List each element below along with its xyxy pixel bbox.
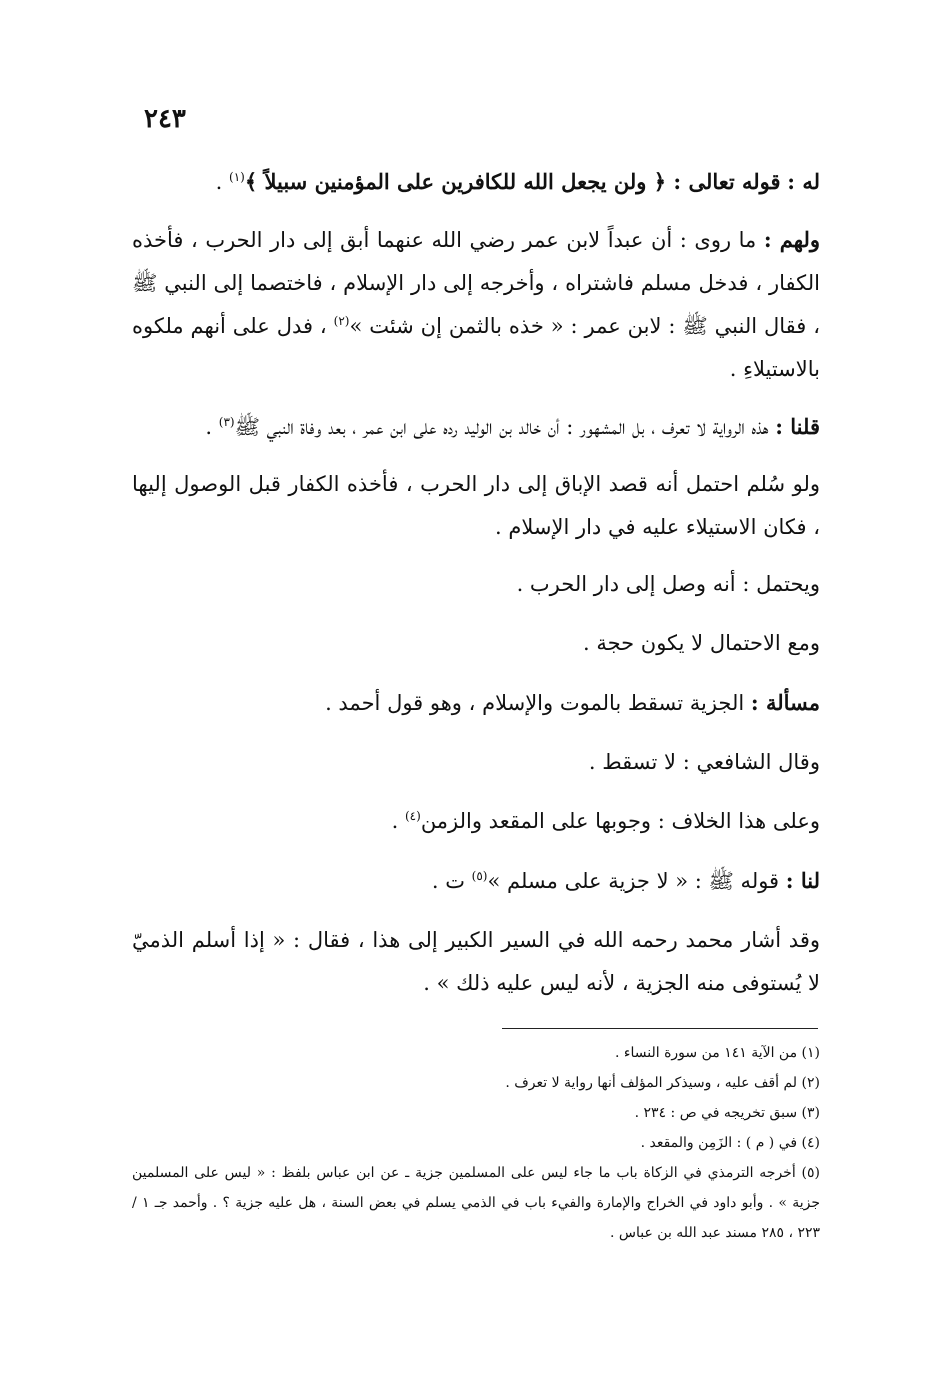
paragraph-text: الجزية تسقط بالموت والإسلام ، وهو قول أحمد .	[325, 691, 745, 715]
paragraph-6	[132, 622, 820, 665]
paragraph-1	[132, 160, 820, 204]
paragraph-text: قوله ﷺ : « لا جزية على مسلم »	[487, 869, 780, 893]
main-text	[132, 160, 820, 1019]
paragraph-tail: .	[205, 415, 219, 439]
paragraph-lead: له :	[787, 169, 820, 194]
paragraph-tail: ، فدل على أنهم ملكوه بالاستيلاءِ .	[132, 314, 820, 381]
footnote-ref[interactable]: (٤)	[404, 809, 421, 823]
paragraph-lead: قلنا :	[775, 414, 820, 439]
paragraph-lead: لنا :	[785, 868, 820, 893]
paragraph-8	[132, 741, 820, 784]
footnote-ref[interactable]: (٢)	[333, 314, 350, 328]
footnotes	[132, 1038, 820, 1248]
paragraph-text: وقد أشار محمد رحمه الله في السير الكبير إلى هذا ، فقال : « إذا أسلم الذميّ لا يُستوفى منه الجزية ، لأنه ليس عليه ذلك » .	[132, 928, 820, 995]
paragraph-2	[132, 218, 820, 391]
paragraph-text: ولو سُلم احتمل أنه قصد الإباق إلى دار الحرب ، فأخذه الكفار قبل الوصول إليها ، فكان الاستيلاء عليه في دار الإسلام .	[132, 472, 820, 539]
paragraph-text: وعلى هذا الخلاف : وجوبها على المقعد والزمن	[420, 809, 820, 833]
footnote-ref[interactable]: (٥)	[471, 869, 488, 883]
paragraph-7	[132, 681, 820, 725]
footnote-ref[interactable]: (٣)	[218, 415, 235, 429]
paragraph-4	[132, 463, 820, 549]
footnote-3: (٣) سبق تخريجه في ص : ٢٣٤ .	[634, 1105, 820, 1121]
paragraph-text: ويحتمل : أنه وصل إلى دار الحرب .	[516, 572, 820, 596]
footnote-1: (١) من الآية ١٤١ من سورة النساء .	[615, 1045, 820, 1061]
paragraph-tail: ت .	[431, 869, 472, 893]
paragraph-tail: .	[391, 809, 405, 833]
footnote-5: (٥) أخرجه الترمذي في الزكاة باب ما جاء ليس على المسلمين جزية ـ عن ابن عباس بلفظ : « ليس على المسلمين جزية » . وأبو داود في الخراج والإمارة والفيء باب في الذمي يسلم في بعض السنة ، هل عليه جزية ؟ . وأحمد جـ ١ / ٢٢٣ ، ٢٨٥ مسند عبد الله بن عباس .	[132, 1165, 820, 1241]
footnote-4: (٤) في ( م ) : الزَمِن والمقعد .	[640, 1135, 820, 1151]
footnote-divider	[502, 1028, 818, 1029]
paragraph-text: ومع الاحتمال لا يكون حجة .	[582, 631, 820, 655]
paragraph-text: هذه الرواية لا تعرف ، بل المشهور : أن خالد بن الوليد رده على ابن عمر ، بعد وفاة النبي ﷺ	[234, 415, 769, 439]
paragraph-lead: مسألة :	[750, 690, 820, 715]
paragraph-tail: .	[215, 170, 230, 194]
paragraph-11	[132, 919, 820, 1005]
paragraph-3	[132, 405, 820, 449]
page-number: ٢٤٣	[144, 104, 186, 134]
paragraph-9	[132, 800, 820, 843]
paragraph-text: ما روى : أن عبداً لابن عمر رضي الله عنهما أبق إلى دار الحرب ، فأخذه الكفار ، فدخل مسلم فاشتراه ، وأخرجه إلى دار الإسلام ، فاختصما إلى النبي ﷺ ، فقال النبي ﷺ : لابن عمر : « خذه بالثمن إن شئت »	[132, 228, 820, 338]
paragraph-text: قوله تعالى : ﴿ ولن يجعل الله للكافرين على المؤمنين سبيلاً ﴾	[244, 169, 781, 194]
footnote-ref[interactable]: (١)	[229, 170, 245, 184]
footnote-2: (٢) لم أقف عليه ، وسيذكر المؤلف أنها رواية لا تعرف .	[505, 1075, 820, 1091]
paragraph-text: وقال الشافعي : لا تسقط .	[588, 750, 820, 774]
paragraph-lead: ولهم :	[763, 227, 820, 252]
paragraph-5	[132, 563, 820, 606]
paragraph-10	[132, 859, 820, 903]
